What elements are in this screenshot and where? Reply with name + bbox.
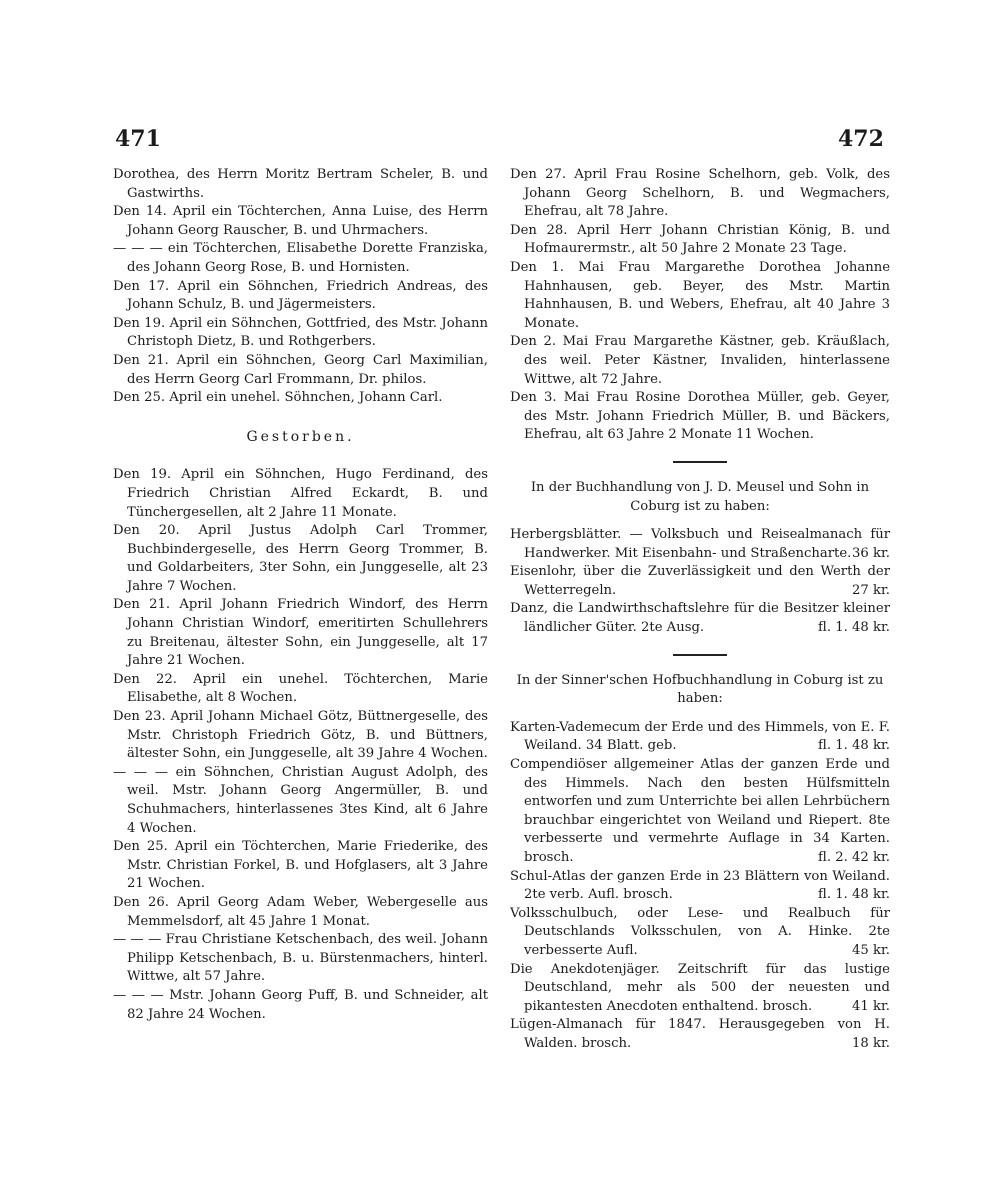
death-entry: Den 27. April Frau Rosine Schelhorn, geb. Volk, des Johann Georg Schelhorn, B. und Wegmachers, Ehefrau, alt 78 Jahre. bbox=[510, 167, 890, 220]
ad-item-text: Volksschulbuch, oder Lese- und Realbuch für Deutschlands Volksschulen, von A. Hinke. 2te verbesserte Aufl. bbox=[510, 905, 890, 958]
ad-item-price: 18 kr. bbox=[851, 1035, 890, 1051]
death-entry: Den 23. April Johann Michael Götz, Büttnergeselle, des Mstr. Christoph Friedrich Götz, B. und Büttners, ältester Sohn, ein Junggeselle, alt 39 Jahre 4 Wochen. bbox=[113, 709, 488, 762]
birth-entry: Den 25. April ein unehel. Söhnchen, Johann Carl. bbox=[113, 390, 443, 406]
ad-item-price: fl. 1. 48 kr. bbox=[818, 887, 890, 903]
ad-item-text: Eisenlohr, über die Zuverlässigkeit und den Werth der Wetterregeln. bbox=[510, 564, 890, 598]
birth-entry: Dorothea, des Herrn Moritz Bertram Scheler, B. und Gastwirths. bbox=[113, 167, 488, 201]
birth-entry: Den 17. April ein Söhnchen, Friedrich Andreas, des Johann Schulz, B. und Jägermeisters. bbox=[113, 278, 488, 313]
ad-item-price: 45 kr. bbox=[851, 942, 890, 958]
births-list bbox=[113, 166, 488, 408]
bookshop-heading: In der Buchhandlung von J. D. Meusel und Sohn in Coburg ist zu haben: bbox=[530, 479, 870, 514]
ad-item-text: Karten-Vademecum der Erde und des Himmels, von E. F. Weiland. 34 Blatt. geb. bbox=[510, 719, 890, 754]
left-column bbox=[113, 166, 488, 1024]
ad-item bbox=[510, 563, 890, 600]
death-entry: — — — ein Söhnchen, Christian August Adolph, des weil. Mstr. Johann Georg Angermüller, B. und Schuhmachers, hinterlassenes 3tes Kind, alt 6 Jahre 4 Wochen. bbox=[113, 764, 488, 836]
birth-entry: — — — ein Töchterchen, Elisabethe Dorette Franziska, des Johann Georg Rose, B. und Hornisten. bbox=[113, 241, 488, 275]
section-divider bbox=[673, 654, 727, 656]
ad-item-text: Compendiöser allgemeiner Atlas der ganzen Erde und des Himmels. Nach den besten Hülfsmitteln entworfen und zum Unterrichte bei allen Lehrbüchern brauchbar eingerichtet von Weiland und Riepert. 8te verbesserte und vermehrte Auflage in 34 Karten. brosch. bbox=[510, 757, 890, 865]
ad-item-text: Schul-Atlas der ganzen Erde in 23 Blättern von Weiland. 2te verb. Aufl. brosch. bbox=[510, 868, 890, 903]
ad-item-text: Herbergsblätter. — Volksbuch und Reisealmanach für Handwerker. Mit Eisenbahn- und Straßencharte. bbox=[510, 527, 890, 561]
death-entry: Den 3. Mai Frau Rosine Dorothea Müller, geb. Geyer, des Mstr. Johann Friedrich Müller, B. und Bäckers, Ehefrau, alt 63 Jahre 2 Monate 11 Wochen. bbox=[510, 390, 890, 443]
bookshop-ad-list bbox=[510, 719, 890, 1054]
ad-item bbox=[510, 756, 890, 868]
death-entry: Den 21. April Johann Friedrich Windorf, des Herrn Johann Christian Windorf, emeritirten Schullehrers zu Breitenau, ältester Sohn, ein Junggeselle, alt 17 Jahre 21 Wochen. bbox=[113, 597, 488, 669]
ad-item bbox=[510, 1016, 890, 1053]
ad-item-price: fl. 1. 48 kr. bbox=[818, 738, 890, 754]
death-entry: Den 22. April ein unehel. Töchterchen, Marie Elisabethe, alt 8 Wochen. bbox=[113, 671, 488, 706]
ad-item-text: Lügen-Almanach für 1847. Herausgegeben von H. Walden. brosch. bbox=[510, 1017, 890, 1051]
death-entry: Den 19. April ein Söhnchen, Hugo Ferdinand, des Friedrich Christian Alfred Eckardt, B. und Tünchergesellen, alt 2 Jahre 11 Monate. bbox=[113, 467, 488, 520]
ad-item-price: 41 kr. bbox=[851, 998, 890, 1014]
page-number-right: 472 bbox=[838, 126, 884, 152]
ad-item-price: 27 kr. bbox=[851, 582, 890, 598]
bookshop-heading: In der Sinner'schen Hofbuchhandlung in Coburg ist zu haben: bbox=[516, 672, 884, 707]
ad-item bbox=[510, 868, 890, 905]
deaths-heading: Gestorben. bbox=[246, 428, 355, 445]
page-number-left: 471 bbox=[115, 126, 161, 152]
ad-item-price: fl. 1. 48 kr. bbox=[818, 620, 890, 636]
ad-item bbox=[510, 719, 890, 756]
ad-item-text: Danz, die Landwirthschaftslehre für die Besitzer kleiner ländlicher Güter. 2te Ausg. bbox=[510, 601, 890, 636]
death-entry: Den 2. Mai Frau Margarethe Kästner, geb. Kräußlach, des weil. Peter Kästner, Invaliden, hinterlassene Wittwe, alt 72 Jahre. bbox=[510, 334, 890, 387]
ad-item-price: fl. 2. 42 kr. bbox=[818, 850, 890, 865]
deaths-list bbox=[113, 466, 488, 1024]
ad-item bbox=[510, 600, 890, 637]
birth-entry: Den 21. April ein Söhnchen, Georg Carl Maximilian, des Herrn Georg Carl Frommann, Dr. philos. bbox=[113, 352, 488, 387]
ad-item bbox=[510, 961, 890, 1017]
birth-entry: Den 19. April ein Söhnchen, Gottfried, des Mstr. Johann Christoph Dietz, B. und Rothgerbers. bbox=[113, 315, 488, 350]
death-entry: Den 25. April ein Töchterchen, Marie Friederike, des Mstr. Christian Forkel, B. und Hofglasers, alt 3 Jahre 21 Wochen. bbox=[113, 839, 488, 892]
death-entry: — — — Frau Christiane Ketschenbach, des weil. Johann Philipp Ketschenbach, B. u. Bürstenmachers, hinterl. Wittwe, alt 57 Jahre. bbox=[113, 932, 488, 985]
ad-item bbox=[510, 526, 890, 563]
ad-item-text: Die Anekdotenjäger. Zeitschrift für das lustige Deutschland, mehr als 500 der neuesten und pikantesten Anecdoten enthaltend. brosch. bbox=[510, 961, 890, 1014]
death-entry: — — — Mstr. Johann Georg Puff, B. und Schneider, alt 82 Jahre 24 Wochen. bbox=[113, 987, 488, 1022]
section-divider bbox=[673, 461, 727, 463]
ad-item-price: 36 kr. bbox=[851, 545, 890, 561]
death-entry: Den 1. Mai Frau Margarethe Dorothea Johanne Hahnhausen, geb. Beyer, des Mstr. Martin Hahnhausen, B. und Webers, Ehefrau, alt 40 Jahre 3 Monate. bbox=[510, 259, 890, 331]
right-column bbox=[510, 166, 890, 1054]
death-entry: Den 26. April Georg Adam Weber, Webergeselle aus Memmelsdorf, alt 45 Jahre 1 Monat. bbox=[113, 894, 488, 929]
birth-entry: Den 14. April ein Töchterchen, Anna Luise, des Herrn Johann Georg Rauscher, B. und Uhrmachers. bbox=[113, 204, 488, 238]
death-entry: Den 20. April Justus Adolph Carl Trommer, Buchbindergeselle, des Herrn Georg Trommer, B. und Goldarbeiters, 3ter Sohn, ein Junggeselle, alt 23 Jahre 7 Wochen. bbox=[113, 523, 488, 594]
death-entry: Den 28. April Herr Johann Christian König, B. und Hofmaurermstr., alt 50 Jahre 2 Monate 23 Tage. bbox=[510, 222, 890, 257]
deaths-list-continued bbox=[510, 166, 890, 445]
ad-item bbox=[510, 905, 890, 961]
bookshop-ad-list bbox=[510, 526, 890, 638]
